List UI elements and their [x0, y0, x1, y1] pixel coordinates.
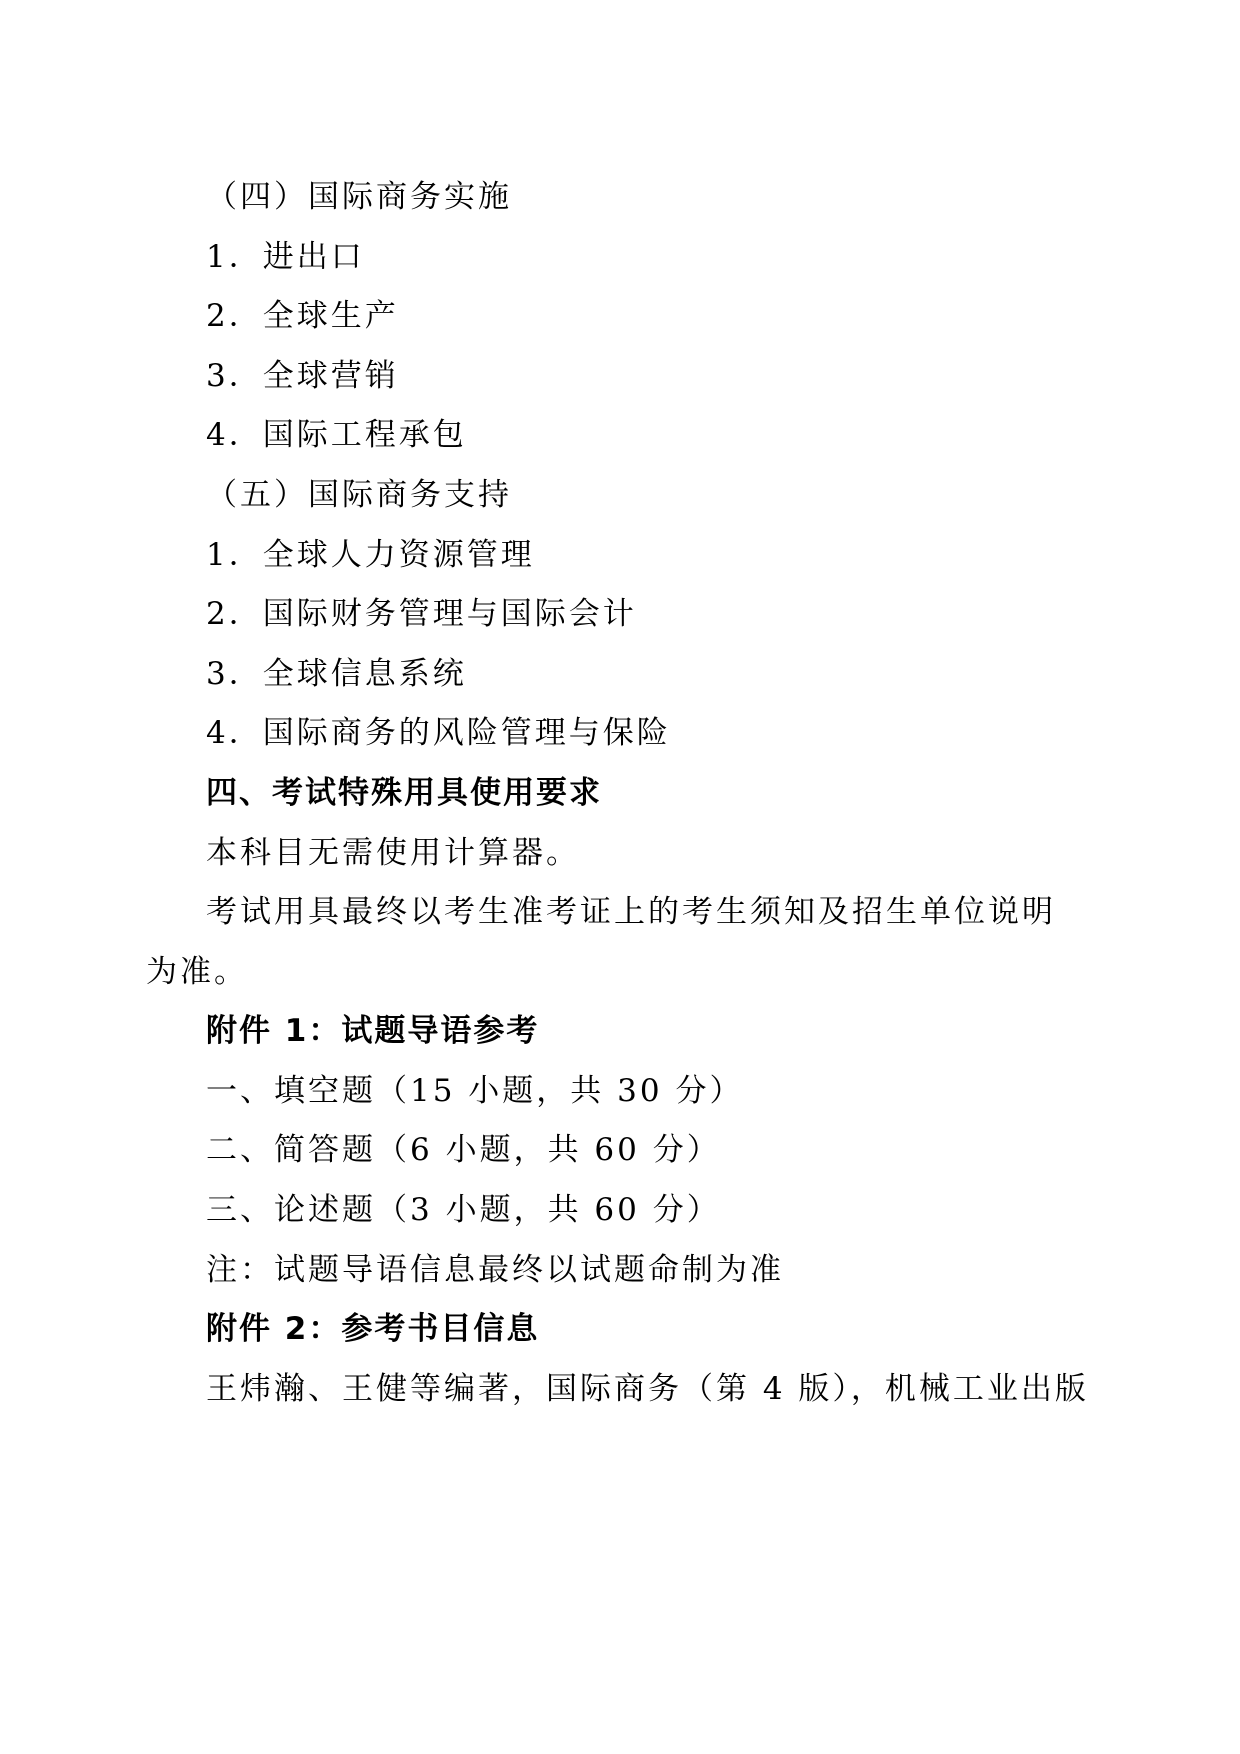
list-item: 3．全球营销	[206, 358, 399, 394]
heading-exam-tools: 四、考试特殊用具使用要求	[206, 775, 602, 811]
list-item: 2．全球生产	[206, 298, 399, 334]
list-item: 二、简答题（6 小题，共 60 分）	[206, 1132, 721, 1168]
list-item: 4．国际工程承包	[206, 417, 467, 453]
list-item: 1．全球人力资源管理	[206, 537, 535, 573]
list-item: 2．国际财务管理与国际会计	[206, 596, 637, 632]
paragraph: 本科目无需使用计算器。	[206, 835, 580, 871]
list-item: 三、论述题（3 小题，共 60 分）	[206, 1192, 721, 1228]
list-item: 3．全球信息系统	[206, 656, 467, 692]
paragraph-continuation: 为准。	[146, 954, 248, 990]
reference-entry: 王炜瀚、王健等编著，国际商务（第 4 版），机械工业出版	[206, 1371, 1089, 1407]
heading-attachment-1: 附件 1：试题导语参考	[206, 1013, 540, 1049]
paragraph: 考试用具最终以考生准考证上的考生须知及招生单位说明	[206, 894, 1056, 930]
section-heading-support: （五）国际商务支持	[206, 477, 512, 513]
section-heading-implementation: （四）国际商务实施	[206, 179, 512, 215]
list-item: 一、填空题（15 小题，共 30 分）	[206, 1073, 744, 1109]
note: 注：试题导语信息最终以试题命制为准	[206, 1252, 784, 1288]
heading-attachment-2: 附件 2：参考书目信息	[206, 1311, 540, 1347]
list-item: 1．进出口	[206, 239, 365, 275]
list-item: 4．国际商务的风险管理与保险	[206, 715, 671, 751]
